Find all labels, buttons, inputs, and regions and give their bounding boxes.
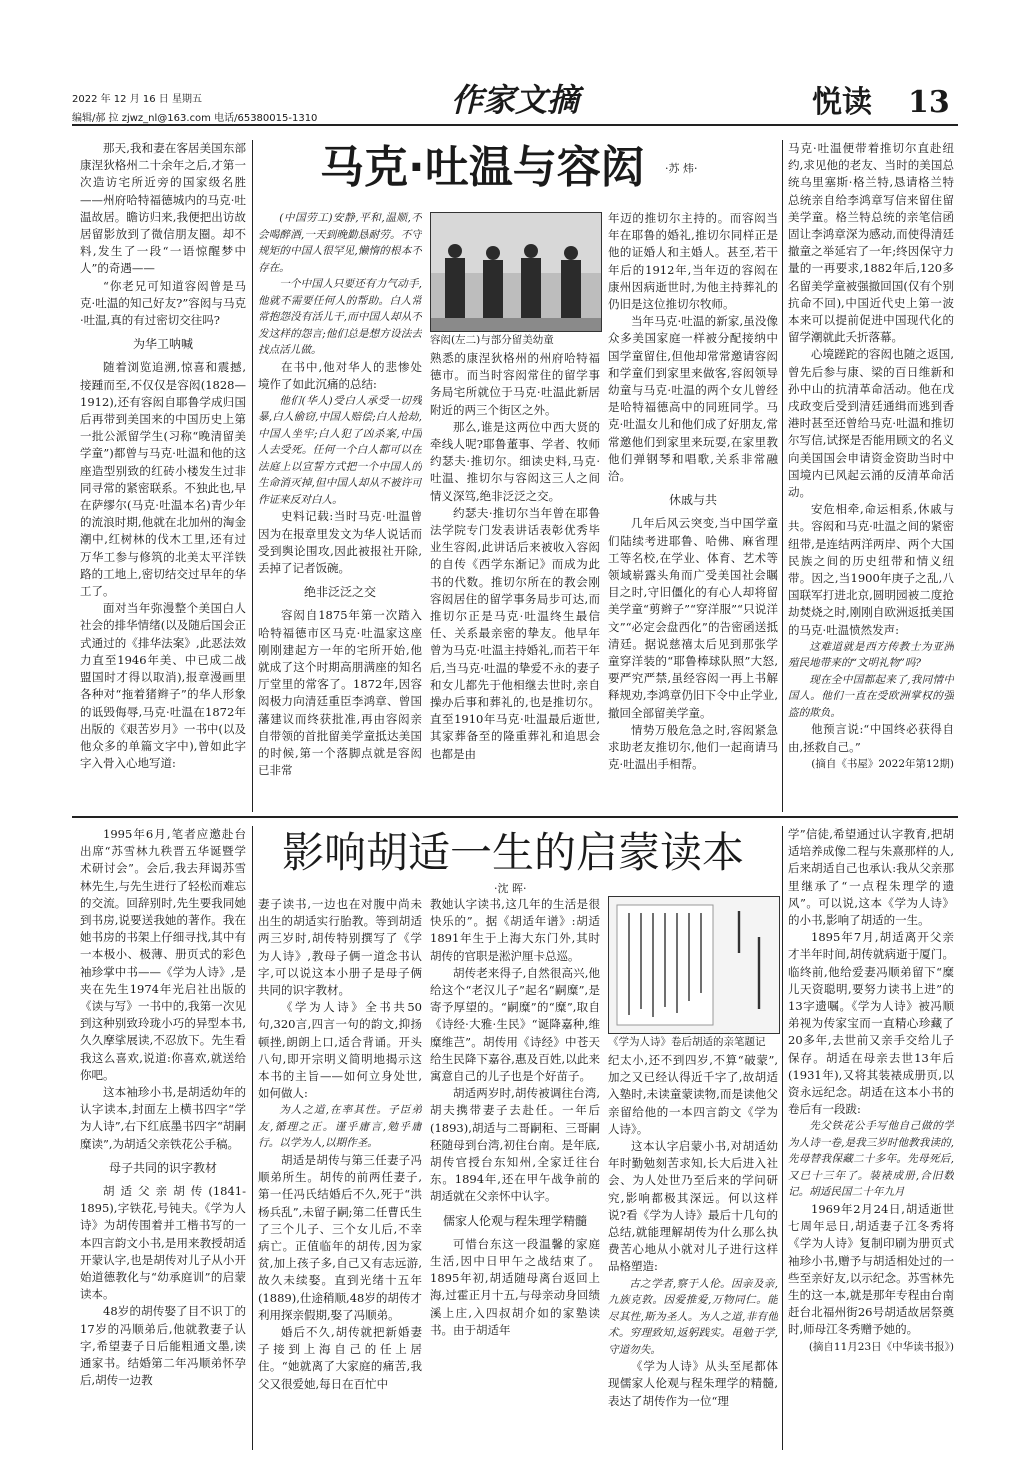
paragraph: 《学为人诗》从头至尾都体现儒家人伦观与程朱理学的精髓,表达了胡传作为一位“理 [608,1359,778,1408]
paragraph: 那么,谁是这两位中西大贤的牵线人呢?耶鲁董事、学者、牧师约瑟夫·推切尔。细读史料,马克·吐温、推切尔与容闳这三人之间情义深笃,绝非泛泛之交。 [430,419,600,503]
paragraph: 在书中,他对华人的悲惨处境作了如此沉痛的总结: [258,359,422,391]
paragraph: 婚后不久,胡传就把新婚妻子接到上海自己的任上居住。“她就离了大家庭的痛苦,我父又很爱她,每日在百忙中 [258,1324,422,1391]
subheading: 绝非泛泛之交 [303,585,376,600]
article2-title: 影响胡适一生的启蒙读本 [282,828,745,877]
paragraph: 这本认字启蒙小书,对胡适幼年时勤勉刻苦求知,长大后进入社会、为人处世乃至后来的学问研究,影响都极其深远。何以这样说?看《学为人诗》最后十几句的总结,就能理解胡传为什么那么执费苦心地从小就对儿子进行这样品格塑造: [608,1139,778,1274]
article2-author: ·沈 晖· [494,882,527,895]
paragraph: 安危相牵,命运相系,休戚与共。容闳和马克·吐温之间的紧密纽带,是连结两洋两岸、两个大国民族之间的历史纽带和情义纽带。因之,当1900年庚子之乱,八国联军打进北京,圆明园被二度抢劫焚烧之时,刚刚自欧洲返抵美国的马克·吐温愤然发声: [788,502,954,637]
paragraph: 可惜台东这一段温馨的家庭生活,因中日甲午之战结束了。1895年初,胡适随母离台返回上海,过霍正月十五,与母亲动身回绩溪上庄,入四叔胡介如的家塾读书。由于胡适年 [430,1236,600,1337]
paragraph: 那天,我和妻在客居美国东部康涅狄格州二十余年之后,才第一次造访宅所近旁的国家级名胜——州府哈特福德城内的马克·吐温故居。瞻访归来,我便把出访故居留影放到了微信朋友圈。却不料,发生了一段“一语惊醒梦中人”的奇遇—— [80,141,246,276]
paragraph: 他预言说:“中国终必获得自由,拯救自己。” [788,722,954,754]
article1-author: ·苏 炜· [665,162,698,175]
paragraph: 心境蹉跎的容闳也随之返国,曾先后参与康、梁的百日维新和孙中山的抗清革命活动。他在戊戌政变后受到清廷通缉而逃到香港时甚至还曾给马克·吐温和推切尔写信,试探是否能用顾文的名义向美国国会申请资金资助当时中国境内已风起云涌的反清革命活动。 [788,347,954,500]
paragraph: 这本袖珍小书,是胡适幼年的认字读本,封面左上横书四字“学为人诗”,右下红底墨书四字“胡嗣糜读”,为胡适父亲铁花公手稿。 [80,1085,246,1151]
article2-col1 [80,826,246,1450]
paragraph: 妻子读书,一边也在对腹中尚未出生的胡适实行胎教。等到胡适两三岁时,胡传特别撰写了《学为人诗》,教母子俩一道念书认字,可以说这本小册子是母子俩共同的识字教材。 [258,897,422,998]
article1-col4 [608,210,778,812]
paragraph: 容闳自1875年第一次踏入哈特福德市区马克·吐温家这座刚刚建起方一年的宅所开始,他就成了这个时期高朋满座的知名厅堂里的常客了。1872年,因容闳极力向清廷重臣李鸿章、曾国藩建议而终获批准,再由容闳亲自带领的首批留美学童抵达美国的时候,第一个落脚点就是容闳已非常 [258,608,422,778]
masthead-logo: 作家文摘 [450,81,579,119]
quotation: 现在全中国都起来了,我同情中国人。他们一直在受欧洲掌权的强盗的欺负。 [788,673,954,719]
article1-title: 马克·吐温与容闳 [320,142,645,193]
paragraph: 胡适父亲胡传(1841-1895),字铁花,号钝夫。《学为人诗》为胡传围着并工楷书写的一本四言韵文小书,是用来教授胡适开蒙认字,也是胡传对儿子从小开始道德教化与“幼承庭训”的启蒙读本。 [80,1184,246,1302]
paragraph: 约瑟夫·推切尔当年曾在耶鲁法学院专门发表讲话表彰优秀毕业生容闳,此讲话后来被收入容闳的自传《西学东渐记》而成为此书的代数。推切尔所在的教会刚容闳居住的留学事务局步可达,而推切尔正是马克·吐温终生最信任、关系最亲密的挚友。他早年曾为马克·吐温主持婚礼,而若干年后,当马克·吐温的挚爱不永的妻子和女儿都先于他相继去世时,亲自操办后事和葬礼的,也是推切尔。直至1910年马克·吐温最后逝世,其家葬备至的隆重葬礼和追思会也都是由 [430,505,600,761]
paragraph: 胡传老来得子,自然很高兴,他给这个“老汉儿子”起名“嗣糜”,是寄予厚望的。“嗣糜”的“糜”,取自《诗经·大雅·生民》“诞降嘉种,维糜维芑”。胡传用《诗经》中苍天给生民降下嘉谷,惠及百姓,以此来寓意自己的儿子也是个好苗子。 [430,965,600,1084]
quotation: (中国劳工)安静,平和,温顺,不会喝醉酒,一天到晚勤恳耐劳。不守规矩的中国人很罕见,懒惰的根本不存在。 [258,212,422,274]
paragraph: 熟悉的康涅狄格州的州府哈特福德市。而当时容闳常住的留学事务局宅所就位于马克·吐温此新居附近的两三个街区之外。 [430,351,600,417]
article2-col3 [430,896,600,1450]
image-caption: 《学为人诗》卷后胡适的亲笔题记 [608,1036,766,1048]
article2-col4 [608,1052,778,1450]
source-note: (摘自《书屋》2022年第12期) [811,757,954,770]
paragraph: 年迈的推切尔主持的。而容闳当年在耶鲁的婚礼,推切尔同样正是他的证婚人和主婚人。甚至,若干年后的1912年,当年迈的容闳在康州因病逝世时,为他主持葬礼的仍旧是这位推切尔牧师。 [608,211,778,312]
paragraph: 1995年6月,笔者应邀赴台出席“苏雪林九秩晋五华诞暨学术研讨会”。会后,我去拜谒苏雪林先生,与先生进行了轻松而难忘的交流。回辞别时,先生要我同她到书房,说要送我她的著作。我在她书房的书架上仔细寻找,其中有一本极小、极薄、册页式的彩色袖珍掌中书——《学为人诗》,是夹在先生1974年光启社出版的《读与写》一书中的,我第一次见到这种别致玲珑小巧的异型本书,久久摩挲展读,不忍放下。先生看我这么喜欢,说道:你喜欢,就送给你吧。 [80,827,246,1082]
paragraph: 胡适是胡传与第三任妻子冯顺弟所生。胡传的前两任妻子,第一任冯氏结婚后不久,死于“洪杨兵乱”,未留子嗣;第二任曹氏生了三个儿子、三个女儿后,不幸病亡。正值临年的胡传,因为家贫,加上孩子多,自己又有志远游,故久未续娶。直到光绪十五年(1889),仕途稍顺,48岁的胡传才利用探亲假期,娶了冯顺弟。 [258,1152,422,1322]
quotation: 古之学者,察于人伦。因亲及亲,九族克敦。因爱推爱,万物同仁。能尽其性,斯为圣人。为人之道,非有他术。穷理致知,返躬践实。黾勉于学,守道勿失。 [608,1277,778,1356]
source-note: (摘自11月23日《中华读书报》) [808,1340,954,1353]
issue-date: 2022 年 12 月 16 日 星期五 [72,94,202,105]
subheading: 为华工呐喊 [132,337,193,352]
quotation: 他们(华人)受白人承受一切残暴,白人偷窃,中国人赔偿;白人抢劫,中国人坐牢;白人犯了凶杀案,中国人去受死。任何一个白人都可以在法庭上以宣誓方式把一个中国人的生命消灭掉,但中国人却从不被许可作证来反对白人。 [258,394,422,506]
subheading: 休戚与共 [668,493,717,508]
article2-col5 [788,826,954,1450]
column-rule [252,826,253,1450]
page-number: 13 [908,85,950,120]
manuscript-image [608,896,780,1034]
article1-col3 [430,350,600,812]
article1-col2 [258,210,422,812]
paragraph: 学”信徒,希望通过认字教育,把胡适培养成像二程与朱熹那样的人,后来胡适自己也承认:我从父亲那里继承了“一点程朱理学的遗风”。可以说,这本《学为人诗》的小书,影响了胡适的一生。 [788,827,954,928]
photo-caption: 容闳(左二)与部分留美幼童 [430,334,554,346]
column-rule [782,140,783,812]
paragraph: “你老兄可知道容闳曾是马克·吐温的知己好友?”容闳与马克·吐温,真的有过密切交往吗? [80,278,246,328]
historical-photo [430,212,602,332]
paragraph: 教她认字读书,这几年的生活是很快乐的”。据《胡适年谱》:胡适1891年生于上海大东门外,其时胡传的官职是淞沪厘卡总巡。 [430,897,600,963]
header-rule [72,124,958,126]
paragraph: 情势万般危急之时,容闳紧急求助老友推切尔,他们一起商请马克·吐温出手相帮。 [608,722,778,772]
editor-contact: 编辑/郝 拉 zjwz_nl@163.com 电话/65380015-1310 [72,113,318,124]
paragraph: 纪太小,还不到四岁,不算“破蒙”,加之又已经认得近千字了,故胡适入塾时,未读童蒙读物,而是读他父亲留给他的一本四言韵文《学为人诗》。 [608,1053,778,1136]
section-name: 悦读 [812,85,872,120]
article1-col1 [80,140,246,812]
historical-photo-image [431,213,601,331]
column-rule [782,826,783,1450]
manuscript-image-drawing [609,897,779,1033]
quotation: 一个中国人只要还有力气动手,他就不需要任何人的帮助。白人常常抱怨没有活儿干,而中国人却从不发这样的怨言;他们总是想方设法去找点活儿做。 [258,278,422,356]
article-divider [72,816,958,818]
paragraph: 史料记载:当时马克·吐温曾因为在报章里发文为华人说话而受到舆论围攻,因此被报社开除,丢掉了记者饭碗。 [258,509,422,576]
paragraph: 48岁的胡传娶了目不识丁的17岁的冯顺弟后,他就教妻子认字,希望妻子日后能粗通文墨,读通家书。结婚第二年冯顺弟怀孕后,胡传一边教 [80,1304,246,1388]
article2-col2 [258,896,422,1450]
paragraph: 随着浏览追溯,惊喜和震撼,接踵而至,不仅仅是容闳(1828—1912),还有容闳自耶鲁学成归国后再带到美国来的中国历史上第一批公派留学生(习称“晚清留美学童”)都曾与马克·吐温和他的这座造型别致的红砖小楼发生过非同寻常的紧密联系。不独此也,早在萨缪尔(马克·吐温本名)青少年的流浪时期,他就在北加州的淘金潮中,红树林的伐木工里,还有过万华工参与修筑的北美太平洋铁路的工地上,密切结交过早年的华工了。 [80,360,246,599]
paragraph: 面对当年弥漫整个美国白人社会的排华情绪(以及随后国会正式通过的《排华法案》,此恶法效力直至1946年美、中已成二战盟国时才得以取消),报章漫画里各种对“拖着猪辫子”的华人形象的诋毁侮辱,马克·吐温在1872年出版的《艰苦岁月》一书中(以及他众多的单篇文字中),曾如此字字入骨入心地写道: [80,601,246,771]
paragraph: 几年后风云突变,当中国学童们陆续考进耶鲁、哈佛、麻省理工等名校,在学业、体育、艺术等领域崭露头角而广受美国社会瞩目之时,守旧僵化的有心人却将留美学童“剪辫子”“穿洋服”“只说洋文”“必定会盘西化”的告密函送抵清廷。据说慈禧太后见到那张学童穿洋装的“耶鲁棒球队照”大怒,要严究严禁,虽经容闳一再上书解释规劝,李鸿章仍旧下令中止学业,撤回全部留美学童。 [608,516,778,720]
paragraph: 当年马克·吐温的新家,虽没像众多美国家庭一样被分配接纳中国学童留住,但他却常常邀请容闳和学童们到家里来做客,容闳领导幼童与马克·吐温的两个女儿曾经是哈特福德高中的同班同学。马克·吐温女儿和他们成了好朋友,常常邀他们到家里来玩耍,在家里教他们弹钢琴和唱歌,关系非常融洽。 [608,314,778,484]
column-rule [252,140,253,812]
quotation: 先父铁花公手写他自己做的学为人诗一卷,是我三岁时他教我读的,先母替我保藏二十多年。先母死后,又已十三年了。装裱成册,合旧数记。胡适民国二十年九月 [788,1120,954,1199]
paragraph: 马克·吐温便带着推切尔直赴纽约,求见他的老友、当时的美国总统乌里塞斯·格兰特,恳请格兰特总统亲自给李鸿章写信来留住留美学童。格兰特总统的亲笔信函固让李鸿章深为感动,而使得清廷撤童之举延宕了一年;终因保守力量的一再要求,1882年后,120多名留美学童被强撤回国(仅有个别抗命不回),中国近代史上第一波本来可以提前促进中国现代化的留学潮就此夭折落幕。 [788,141,954,345]
article1-col5 [788,140,954,812]
quotation: 这难道就是西方传教士为亚洲殖民地带来的“文明礼物”吗? [788,640,954,670]
paragraph: 《学为人诗》全书共50句,320言,四言一句的韵文,抑扬顿挫,朗朗上口,适合背诵。开头八句,即开宗明义简明地揭示这本书的主旨——如何立身处世,如何做人: [258,1000,422,1101]
subheading: 儒家人伦观与程朱理学精髓 [442,1213,587,1228]
paragraph: 胡适两岁时,胡传被调往台湾,胡夫携带妻子去赴任。一年后(1893),胡适与二哥嗣秬、三哥嗣秠随母到台湾,初住台南。是年底,胡传官授台东知州,全家迁往台东。1894年,还在甲午战争前的胡适就在父亲怀中认字。 [430,1086,600,1204]
subheading: 母子共同的识字教材 [108,1160,217,1175]
paragraph: 1969年2月24日,胡适逝世七周年忌日,胡适妻子江冬秀将《学为人诗》复制印刷为册页式袖珍小书,赠予与胡适相处过的一些至亲好友,以示纪念。苏雪林先生的这一本,就是那年专程由台南赶台北福州街26号胡适故居祭奠时,师母江冬秀赠予她的。 [788,1201,954,1337]
paragraph: 1895年7月,胡适离开父亲才半年时间,胡传就病逝于厦门。临终前,他给爱妻冯顺弟留下“糜儿天资聪明,要努力读书上进”的13字遗嘱。《学为人诗》被冯顺弟视为传家宝而一直精心珍藏了20多年,去世前又亲手交给儿子保存。胡适在母亲去世13年后(1931年),又将其装裱成册页,以资永远纪念。胡适在这本小书的卷后有一段跋: [788,930,954,1117]
quotation: 为人之道,在率其性。子臣弟友,循理之正。谨乎庸言,勉乎庸行。以学为人,以期作圣。 [258,1104,422,1150]
